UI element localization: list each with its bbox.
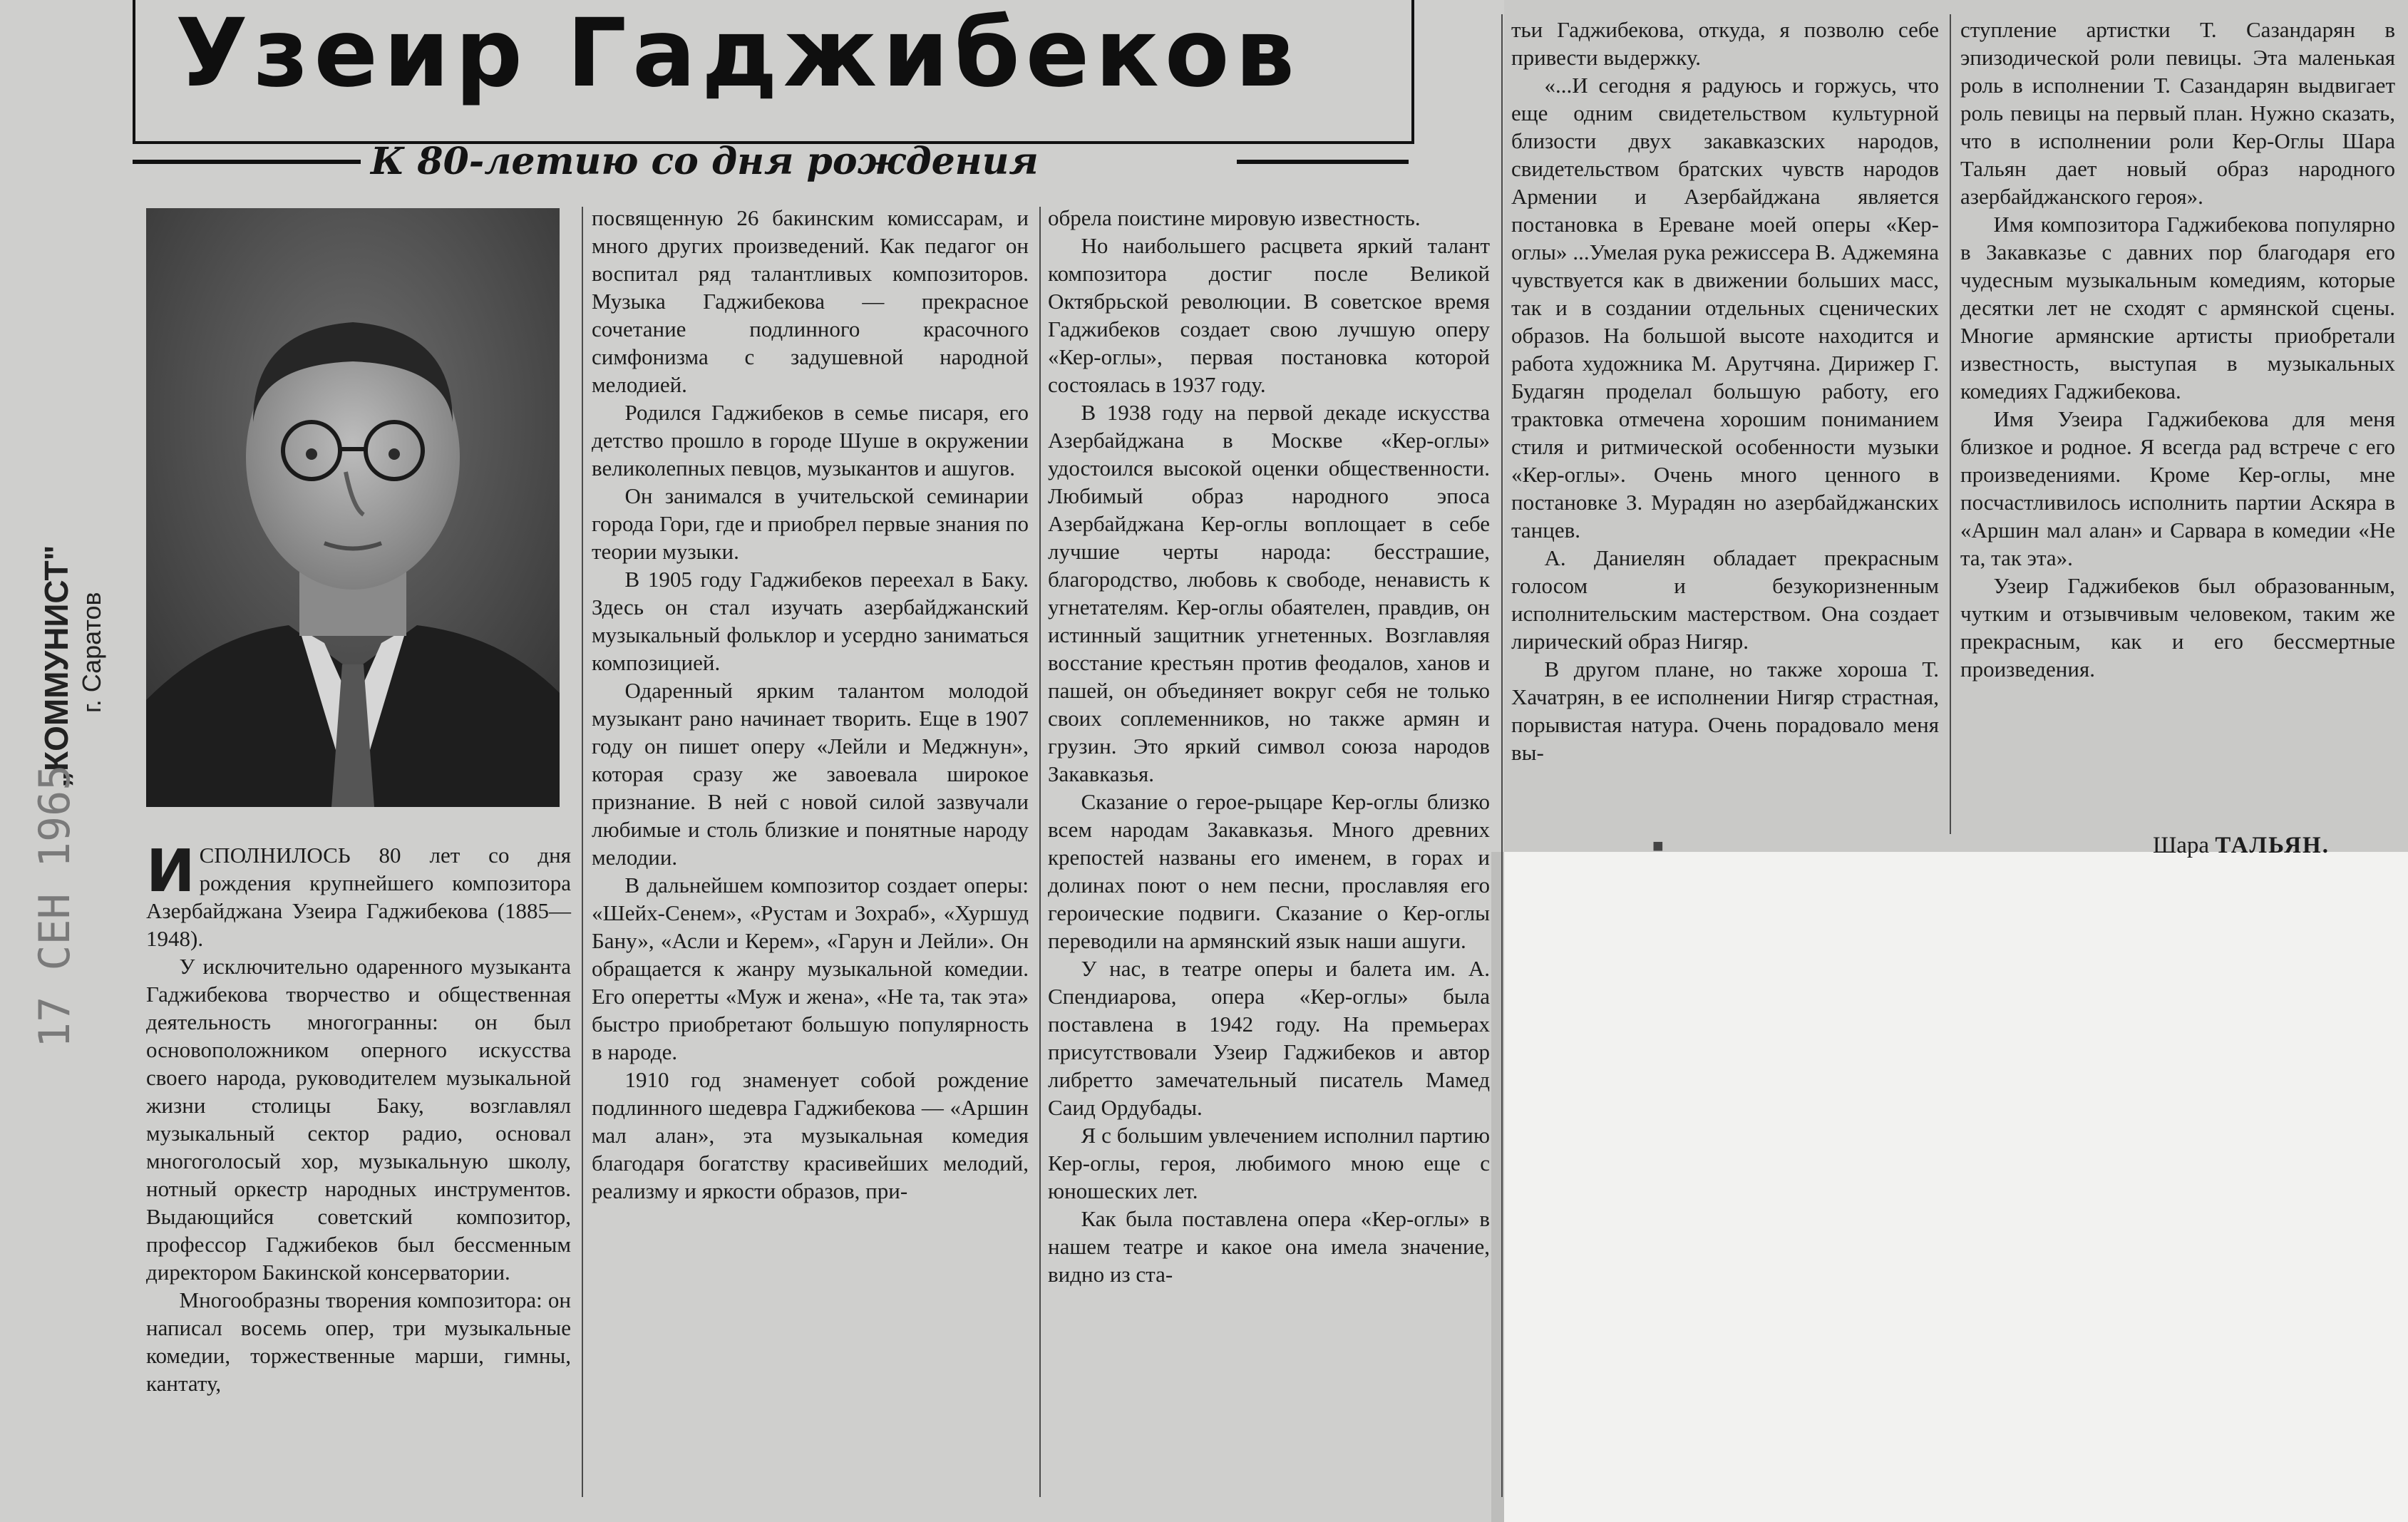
paragraph: Многообразны творения композитора: он написал восемь опер, три музыкальные комедии, торжественные марши, гимны, кантату, bbox=[146, 1287, 571, 1396]
paragraph: Как была поставлена опера «Кер-оглы» в нашем театре и какое она имела значение, видно из ста- bbox=[1048, 1206, 1490, 1287]
author-last-name: ТАЛЬЯН. bbox=[2215, 833, 2330, 858]
date-stamp: 17 СЕН 1965 bbox=[30, 764, 80, 1048]
column-rule-2 bbox=[1039, 207, 1041, 1497]
paragraph: У нас, в театре оперы и балета им. А. Спендиарова, опера «Кер-оглы» была поставлена в 1942 году. На премьерах присутствовали Узеир Гаджибеков и автор либретто замечательный писатель Мамед Саид Ордубады. bbox=[1048, 956, 1490, 1120]
paragraph: обрела поистине мировую известность. bbox=[1048, 205, 1421, 230]
paragraph: Я с большим увлечением исполнил партию Кер-оглы, героя, любимого мною еще с юношеских лет. bbox=[1048, 1123, 1490, 1203]
author-signature bbox=[2153, 833, 2330, 859]
paragraph: Но наибольшего расцвета яркий талант композитора достиг после Великой Октябрьской революции. В советское время Гаджибеков создает свою лучшую оперу «Кер-оглы», первая постановка которой состоялась в 1937 году. bbox=[1048, 233, 1490, 397]
paragraph: «...И сегодня я радуюсь и горжусь, что еще одним свидетельством культурной близости двух закавказских народов, свидетельством братских чувств народов Армении и Азербайджана является постановка в Ереване моей оперы «Кер-оглы» ...Умелая рука режиссера В. Аджемяна чувствуется как в движении больших масс, так и в создании отдельных сценических образов. На большой высоте находится и работа художника М. Арутчяна. Дирижер Г. Будагян проделал большую работу, его трактовка отмечена хорошим пониманием стиля и ритмической особенности музыки «Кер-оглы». Очень много ценного в постановке З. Мурадян но азербайджанских танцев. bbox=[1511, 73, 1939, 543]
paragraph: В другом плане, но также хороша Т. Хачатрян, в ее исполнении Нигяр страстная, порывистая натура. Очень порадовало меня вы- bbox=[1511, 657, 1939, 765]
paragraph: Родился Гаджибеков в семье писаря, его детство прошло в городе Шуше в окружении великолепных певцов, музыкантов и ашугов. bbox=[592, 400, 1029, 480]
paragraph: ступление артистки Т. Сазандарян в эпизодической роли певицы. Эта маленькая роль в исполнении Т. Сазандарян выдвигает роль певицы на первый план. Нужно сказать, что в исполнении роли Кер-Оглы Шара Тальян дает новый образ народного азербайджанского героя». bbox=[1960, 17, 2395, 209]
newspaper-city: г. Саратов bbox=[77, 592, 106, 713]
end-mark-icon: ■ bbox=[1652, 835, 1664, 856]
paragraph: А. Даниелян обладает прекрасным голосом и безукоризненным исполнительским мастерством. Она создает лирический образ Нигяр. bbox=[1511, 545, 1939, 654]
article-column-4 bbox=[1511, 16, 1939, 766]
paragraph: Он занимался в учительской семинарии города Гори, где и приобрел первые знания по теории музыки. bbox=[592, 483, 1029, 564]
drop-cap: И bbox=[146, 838, 195, 905]
paragraph: тьи Гаджибекова, откуда, я позволю себе привести выдержку. bbox=[1511, 17, 1939, 70]
article-column-5 bbox=[1960, 16, 2395, 683]
paragraph: посвященную 26 бакинским комиссарам, и много других произведений. Как педагог он воспитал ряд талантливых композиторов. Музыка Гаджибекова — прекрасное сочетание подлинного красочного симфонизма с задушевной народной мелодией. bbox=[592, 205, 1029, 397]
column-rule-3 bbox=[1501, 14, 1503, 1497]
portrait-photo bbox=[146, 208, 560, 807]
paragraph: В 1938 году на первой декаде искусства Азербайджана в Москве «Кер-оглы» удостоился высокой оценки общественности. Любимый образ народного эпоса Азербайджана Кер-оглы воплощает в себе лучшие черты народа: бесстрашие, благородство, любовь к свободе, ненависть к угнетателям. Кер-оглы обаятелен, правдив, он истинный защитник угнетенных. Возглавляя восстание крестьян против феодалов, ханов и пашей, он объединяет вокруг себя не только своих соплеменников, но также армян и грузин. Это яркий символ союза народов Закавказья. bbox=[1048, 400, 1490, 786]
paragraph-lead bbox=[146, 838, 571, 952]
column-rule-1 bbox=[582, 207, 583, 1497]
article-title: Узеир Гаджибеков bbox=[175, 0, 1301, 108]
article-subtitle: К 80-летию со дня рождения bbox=[371, 140, 1039, 183]
column-rule-4 bbox=[1950, 14, 1951, 834]
paragraph-text: СПОЛНИЛОСЬ 80 лет со дня рождения крупнейшего композитора Азербайджана Узеира Гаджибекова (1885—1948). bbox=[146, 843, 571, 951]
paragraph: Одаренный ярким талантом молодой музыкант рано начинает творить. Еще в 1907 году он пишет оперу «Лейли и Меджнун», которая сразу же завоевала широкое признание. В ней с новой силой зазвучали любимые и столь близкие и понятные народу мелодии. bbox=[592, 678, 1029, 870]
paragraph: Сказание о герое-рыцаре Кер-оглы близко всем народам Закавказья. Много древних крепостей названы его именем, в горах и долинах поют о нем песни, прославляя его героические подвиги. Сказание о Кер-оглы переводили на армянский язык наши ашуги. bbox=[1048, 789, 1490, 953]
paragraph: В 1905 году Гаджибеков переехал в Баку. Здесь он стал изучать азербайджанский музыкальный фольклор и усердно заниматься композицией. bbox=[592, 567, 1029, 675]
portrait-illustration bbox=[146, 208, 560, 807]
paragraph: В дальнейшем композитор создает оперы: «Шейх-Сенем», «Рустам и Зохраб», «Хуршуд Бану», «Асли и Керем», «Гарун и Лейли». Он обращается к жанру музыкальной комедии. Его оперетты «Муж и жена», «Не та, так эта» быстро приобретают большую популярность в народе. bbox=[592, 873, 1029, 1064]
newspaper-name: „КОММУНИСТ" bbox=[38, 545, 75, 788]
article-column-1 bbox=[146, 838, 571, 1397]
paragraph: Имя композитора Гаджибекова популярно в Закавказье с давних пор благодаря его чудесным музыкальным комедиям, которые десятки лет не сходят с армянской сцены. Многие армянские артисты приобретали известность, выступая в музыкальных комедиях Гаджибекова. bbox=[1960, 212, 2395, 403]
paragraph: Узеир Гаджибеков был образованным, чутким и отзывчивым человеком, таким же прекрасным, как и его бессмертные произведения. bbox=[1960, 573, 2395, 682]
author-first-name: Шара bbox=[2153, 833, 2210, 858]
article-column-2 bbox=[592, 204, 1029, 1205]
paragraph: 1910 год знаменует собой рождение подлинного шедевра Гаджибекова — «Аршин мал алан», эта музыкальная комедия благодаря богатству красивейших мелодий, реализму и яркости образов, при- bbox=[592, 1067, 1029, 1203]
paragraph: У исключительно одаренного музыканта Гаджибекова творчество и общественная деятельность многогранны: он был основоположником оперного искусства своего народа, руководителем музыкальной жизни столицы Баку, возглавлял музыкальный сектор радио, основал многоголосый хор, музыкальную школу, нотный оркестр народных инструментов. Выдающийся советский композитор, профессор Гаджибеков был бессменным директором Бакинской консерватории. bbox=[146, 954, 571, 1285]
subtitle-rule-right bbox=[1237, 160, 1409, 164]
paragraph: Имя Узеира Гаджибекова для меня близкое и родное. Я всегда рад встрече с его произведениями. Кроме Кер-оглы, мне посчастливилось исполнить партии Аскяра в «Аршин мал алан» и Сарвара в комедии «Не та, так эта». bbox=[1960, 406, 2395, 570]
article-column-3 bbox=[1048, 204, 1490, 1288]
subtitle-rule-left bbox=[133, 160, 361, 164]
